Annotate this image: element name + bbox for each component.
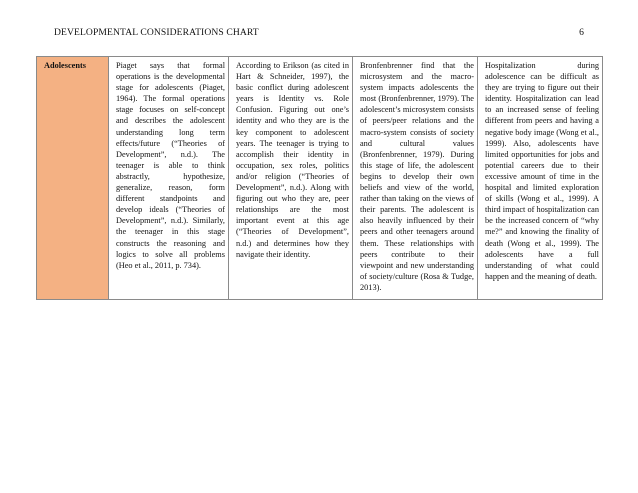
table-row [37, 57, 603, 300]
hospitalization-cell: Hospitalization during adolescence can be difficult as they are trying to figure out their identity. Hospitalization can lead to an increased sense of feeling different from peers and having a negative body image (Wong et al., 1999). Also, adolescents have limited opportunities for jobs and potential careers due to their excessive amount of time in the hospital and limited exploration of skills (Wong et al., 1999). A third impact of hospitalization can be the increased concern of “why me?” and knowing the finality of death (Wong et al., 1999). The adolescents have a full understanding of what could happen and the meaning of death. [478, 57, 603, 300]
running-head [54, 27, 584, 38]
page-number: 6 [579, 27, 584, 38]
developmental-chart-table [36, 56, 603, 300]
piaget-cell: Piaget says that formal operations is the developmental stage for adolescents (Piaget, 1964). The formal operations stage focuses on self-concept and describes the adolescent understanding long term effects/future (“Theories of Development”, n.d.). The teenager is able to think abstractly, hypothesize, generalize, reason, form different standpoints and develop ideals (“Theories of Development”, n.d.). Similarly, the teenager in this stage constructs the reasoning and logics to solve all problems (Heo et al., 2011, p. 734). [109, 57, 229, 300]
erikson-cell: According to Erikson (as cited in Hart & Schneider, 1997), the basic conflict during adolescent years is Identity vs. Role Confusion. Figuring out one’s identity and who they are is the key component to adolescent years. The teenager is trying to accomplish their identity in occupation, sex roles, politics and/or religion (“Theories of Development”, n.d.). Along with figuring out who they are, peer relationships are the most important event at this age (“Theories of Development”, n.d.) and determines how they navigate their identity. [229, 57, 353, 300]
document-title: DEVELOPMENTAL CONSIDERATIONS CHART [54, 27, 259, 38]
stage-cell: Adolescents [37, 57, 109, 300]
bronfenbrenner-cell: Bronfenbrenner find that the microsystem and the macro-system impacts adolescents the most (Bronfenbrenner, 1979). The adolescent’s microsystem consists of peers/peer relations and the macro-system consists of society and cultural values (Bronfenbrenner, 1979). During this stage of life, the adolescent begins to develop their own beliefs and view of the world, rather than taking on the views of their parents. The adolescent is also heavily influenced by their peers and other teenagers around them. These relationships with peers contribute to their viewpoint and new understanding of society/culture (Rosa & Tudge, 2013). [353, 57, 478, 300]
